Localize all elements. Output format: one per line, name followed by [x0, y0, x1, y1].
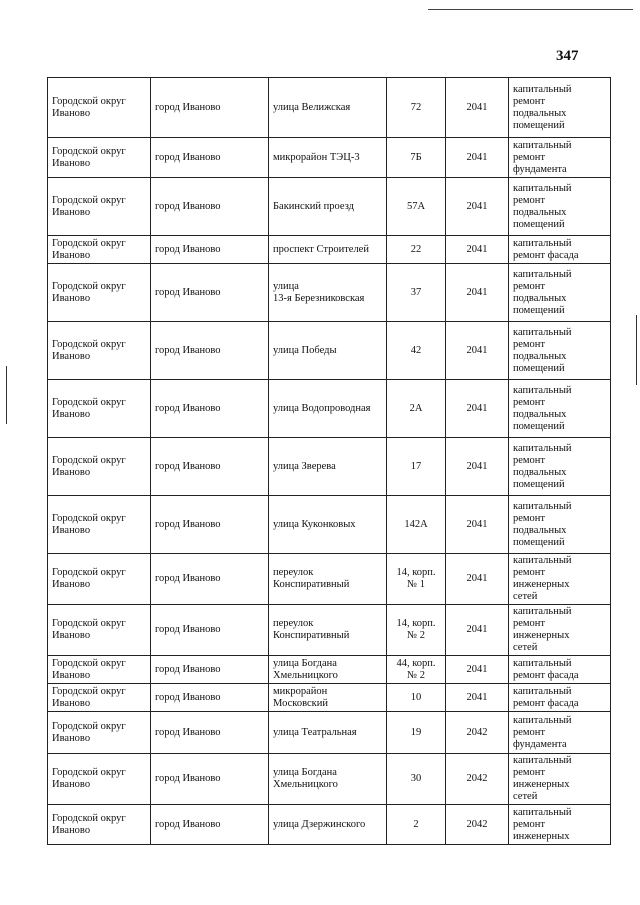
year-cell: 2041 — [446, 496, 509, 554]
city-cell: город Иваново — [151, 264, 269, 322]
street-cell: Бакинский проезд — [269, 178, 387, 236]
work-type-cell: капитальный ремонт фундамента — [509, 138, 611, 178]
okrug-cell: Городской округ Иваново — [48, 138, 151, 178]
table-row — [48, 438, 611, 496]
work-type-cell: капитальный ремонт подвальных помещений — [509, 380, 611, 438]
year-cell: 2041 — [446, 322, 509, 380]
city-cell: город Иваново — [151, 380, 269, 438]
house-cell: 22 — [387, 236, 446, 264]
work-type-cell: капитальный ремонт инженерных — [509, 805, 611, 845]
house-cell: 7Б — [387, 138, 446, 178]
house-cell: 44, корп. № 2 — [387, 656, 446, 684]
house-cell: 10 — [387, 684, 446, 712]
street-cell: улица Театральная — [269, 712, 387, 754]
city-cell: город Иваново — [151, 438, 269, 496]
table-row — [48, 178, 611, 236]
table-row — [48, 236, 611, 264]
street-cell: переулок Конспиративный — [269, 605, 387, 656]
house-cell: 17 — [387, 438, 446, 496]
work-type-cell: капитальный ремонт подвальных помещений — [509, 496, 611, 554]
house-cell: 14, корп. № 2 — [387, 605, 446, 656]
page-number: 347 — [556, 48, 579, 64]
city-cell: город Иваново — [151, 712, 269, 754]
year-cell: 2041 — [446, 656, 509, 684]
year-cell: 2042 — [446, 805, 509, 845]
work-type-cell: капитальный ремонт инженерных сетей — [509, 554, 611, 605]
year-cell: 2042 — [446, 754, 509, 805]
table-row — [48, 138, 611, 178]
okrug-cell: Городской округ Иваново — [48, 236, 151, 264]
street-cell: улица Дзержинского — [269, 805, 387, 845]
year-cell: 2041 — [446, 554, 509, 605]
scan-mark-left — [6, 366, 7, 424]
house-cell: 42 — [387, 322, 446, 380]
okrug-cell: Городской округ Иваново — [48, 805, 151, 845]
year-cell: 2041 — [446, 78, 509, 138]
year-cell: 2041 — [446, 380, 509, 438]
okrug-cell: Городской округ Иваново — [48, 684, 151, 712]
table-row — [48, 78, 611, 138]
year-cell: 2041 — [446, 138, 509, 178]
work-type-cell: капитальный ремонт инженерных сетей — [509, 754, 611, 805]
okrug-cell: Городской округ Иваново — [48, 712, 151, 754]
street-cell: улица Богдана Хмельницкого — [269, 656, 387, 684]
repair-schedule-table — [47, 77, 611, 845]
year-cell: 2041 — [446, 438, 509, 496]
table-row — [48, 264, 611, 322]
city-cell: город Иваново — [151, 656, 269, 684]
house-cell: 142А — [387, 496, 446, 554]
house-cell: 2А — [387, 380, 446, 438]
work-type-cell: капитальный ремонт фасада — [509, 656, 611, 684]
city-cell: город Иваново — [151, 754, 269, 805]
year-cell: 2041 — [446, 264, 509, 322]
table-row — [48, 712, 611, 754]
table-row — [48, 805, 611, 845]
scan-mark-right — [636, 315, 637, 385]
street-cell: улица Куконковых — [269, 496, 387, 554]
city-cell: город Иваново — [151, 554, 269, 605]
work-type-cell: капитальный ремонт подвальных помещений — [509, 438, 611, 496]
city-cell: город Иваново — [151, 496, 269, 554]
year-cell: 2041 — [446, 236, 509, 264]
okrug-cell: Городской округ Иваново — [48, 78, 151, 138]
table-row — [48, 554, 611, 605]
work-type-cell: капитальный ремонт подвальных помещений — [509, 78, 611, 138]
work-type-cell: капитальный ремонт инженерных сетей — [509, 605, 611, 656]
year-cell: 2042 — [446, 712, 509, 754]
okrug-cell: Городской округ Иваново — [48, 264, 151, 322]
street-cell: улица Победы — [269, 322, 387, 380]
okrug-cell: Городской округ Иваново — [48, 656, 151, 684]
street-cell: улица 13-я Березниковская — [269, 264, 387, 322]
table-row — [48, 656, 611, 684]
table-row — [48, 322, 611, 380]
table-row — [48, 380, 611, 438]
city-cell: город Иваново — [151, 78, 269, 138]
street-cell: переулок Конспиративный — [269, 554, 387, 605]
street-cell: проспект Строителей — [269, 236, 387, 264]
okrug-cell: Городской округ Иваново — [48, 496, 151, 554]
table-row — [48, 684, 611, 712]
city-cell: город Иваново — [151, 178, 269, 236]
okrug-cell: Городской округ Иваново — [48, 754, 151, 805]
house-cell: 57А — [387, 178, 446, 236]
city-cell: город Иваново — [151, 138, 269, 178]
okrug-cell: Городской округ Иваново — [48, 554, 151, 605]
okrug-cell: Городской округ Иваново — [48, 380, 151, 438]
house-cell: 30 — [387, 754, 446, 805]
year-cell: 2041 — [446, 178, 509, 236]
city-cell: город Иваново — [151, 322, 269, 380]
table-row — [48, 754, 611, 805]
work-type-cell: капитальный ремонт фасада — [509, 684, 611, 712]
street-cell: улица Велижская — [269, 78, 387, 138]
okrug-cell: Городской округ Иваново — [48, 178, 151, 236]
street-cell: микрорайон ТЭЦ-3 — [269, 138, 387, 178]
work-type-cell: капитальный ремонт подвальных помещений — [509, 322, 611, 380]
year-cell: 2041 — [446, 684, 509, 712]
city-cell: город Иваново — [151, 605, 269, 656]
street-cell: улица Богдана Хмельницкого — [269, 754, 387, 805]
okrug-cell: Городской округ Иваново — [48, 605, 151, 656]
city-cell: город Иваново — [151, 805, 269, 845]
house-cell: 37 — [387, 264, 446, 322]
city-cell: город Иваново — [151, 684, 269, 712]
city-cell: город Иваново — [151, 236, 269, 264]
street-cell: улица Зверева — [269, 438, 387, 496]
house-cell: 14, корп. № 1 — [387, 554, 446, 605]
top-rule — [428, 9, 633, 10]
okrug-cell: Городской округ Иваново — [48, 322, 151, 380]
work-type-cell: капитальный ремонт фасада — [509, 236, 611, 264]
table-row — [48, 605, 611, 656]
street-cell: микрорайон Московский — [269, 684, 387, 712]
house-cell: 2 — [387, 805, 446, 845]
street-cell: улица Водопроводная — [269, 380, 387, 438]
year-cell: 2041 — [446, 605, 509, 656]
table-row — [48, 496, 611, 554]
house-cell: 19 — [387, 712, 446, 754]
house-cell: 72 — [387, 78, 446, 138]
work-type-cell: капитальный ремонт подвальных помещений — [509, 178, 611, 236]
work-type-cell: капитальный ремонт фундамента — [509, 712, 611, 754]
okrug-cell: Городской округ Иваново — [48, 438, 151, 496]
work-type-cell: капитальный ремонт подвальных помещений — [509, 264, 611, 322]
